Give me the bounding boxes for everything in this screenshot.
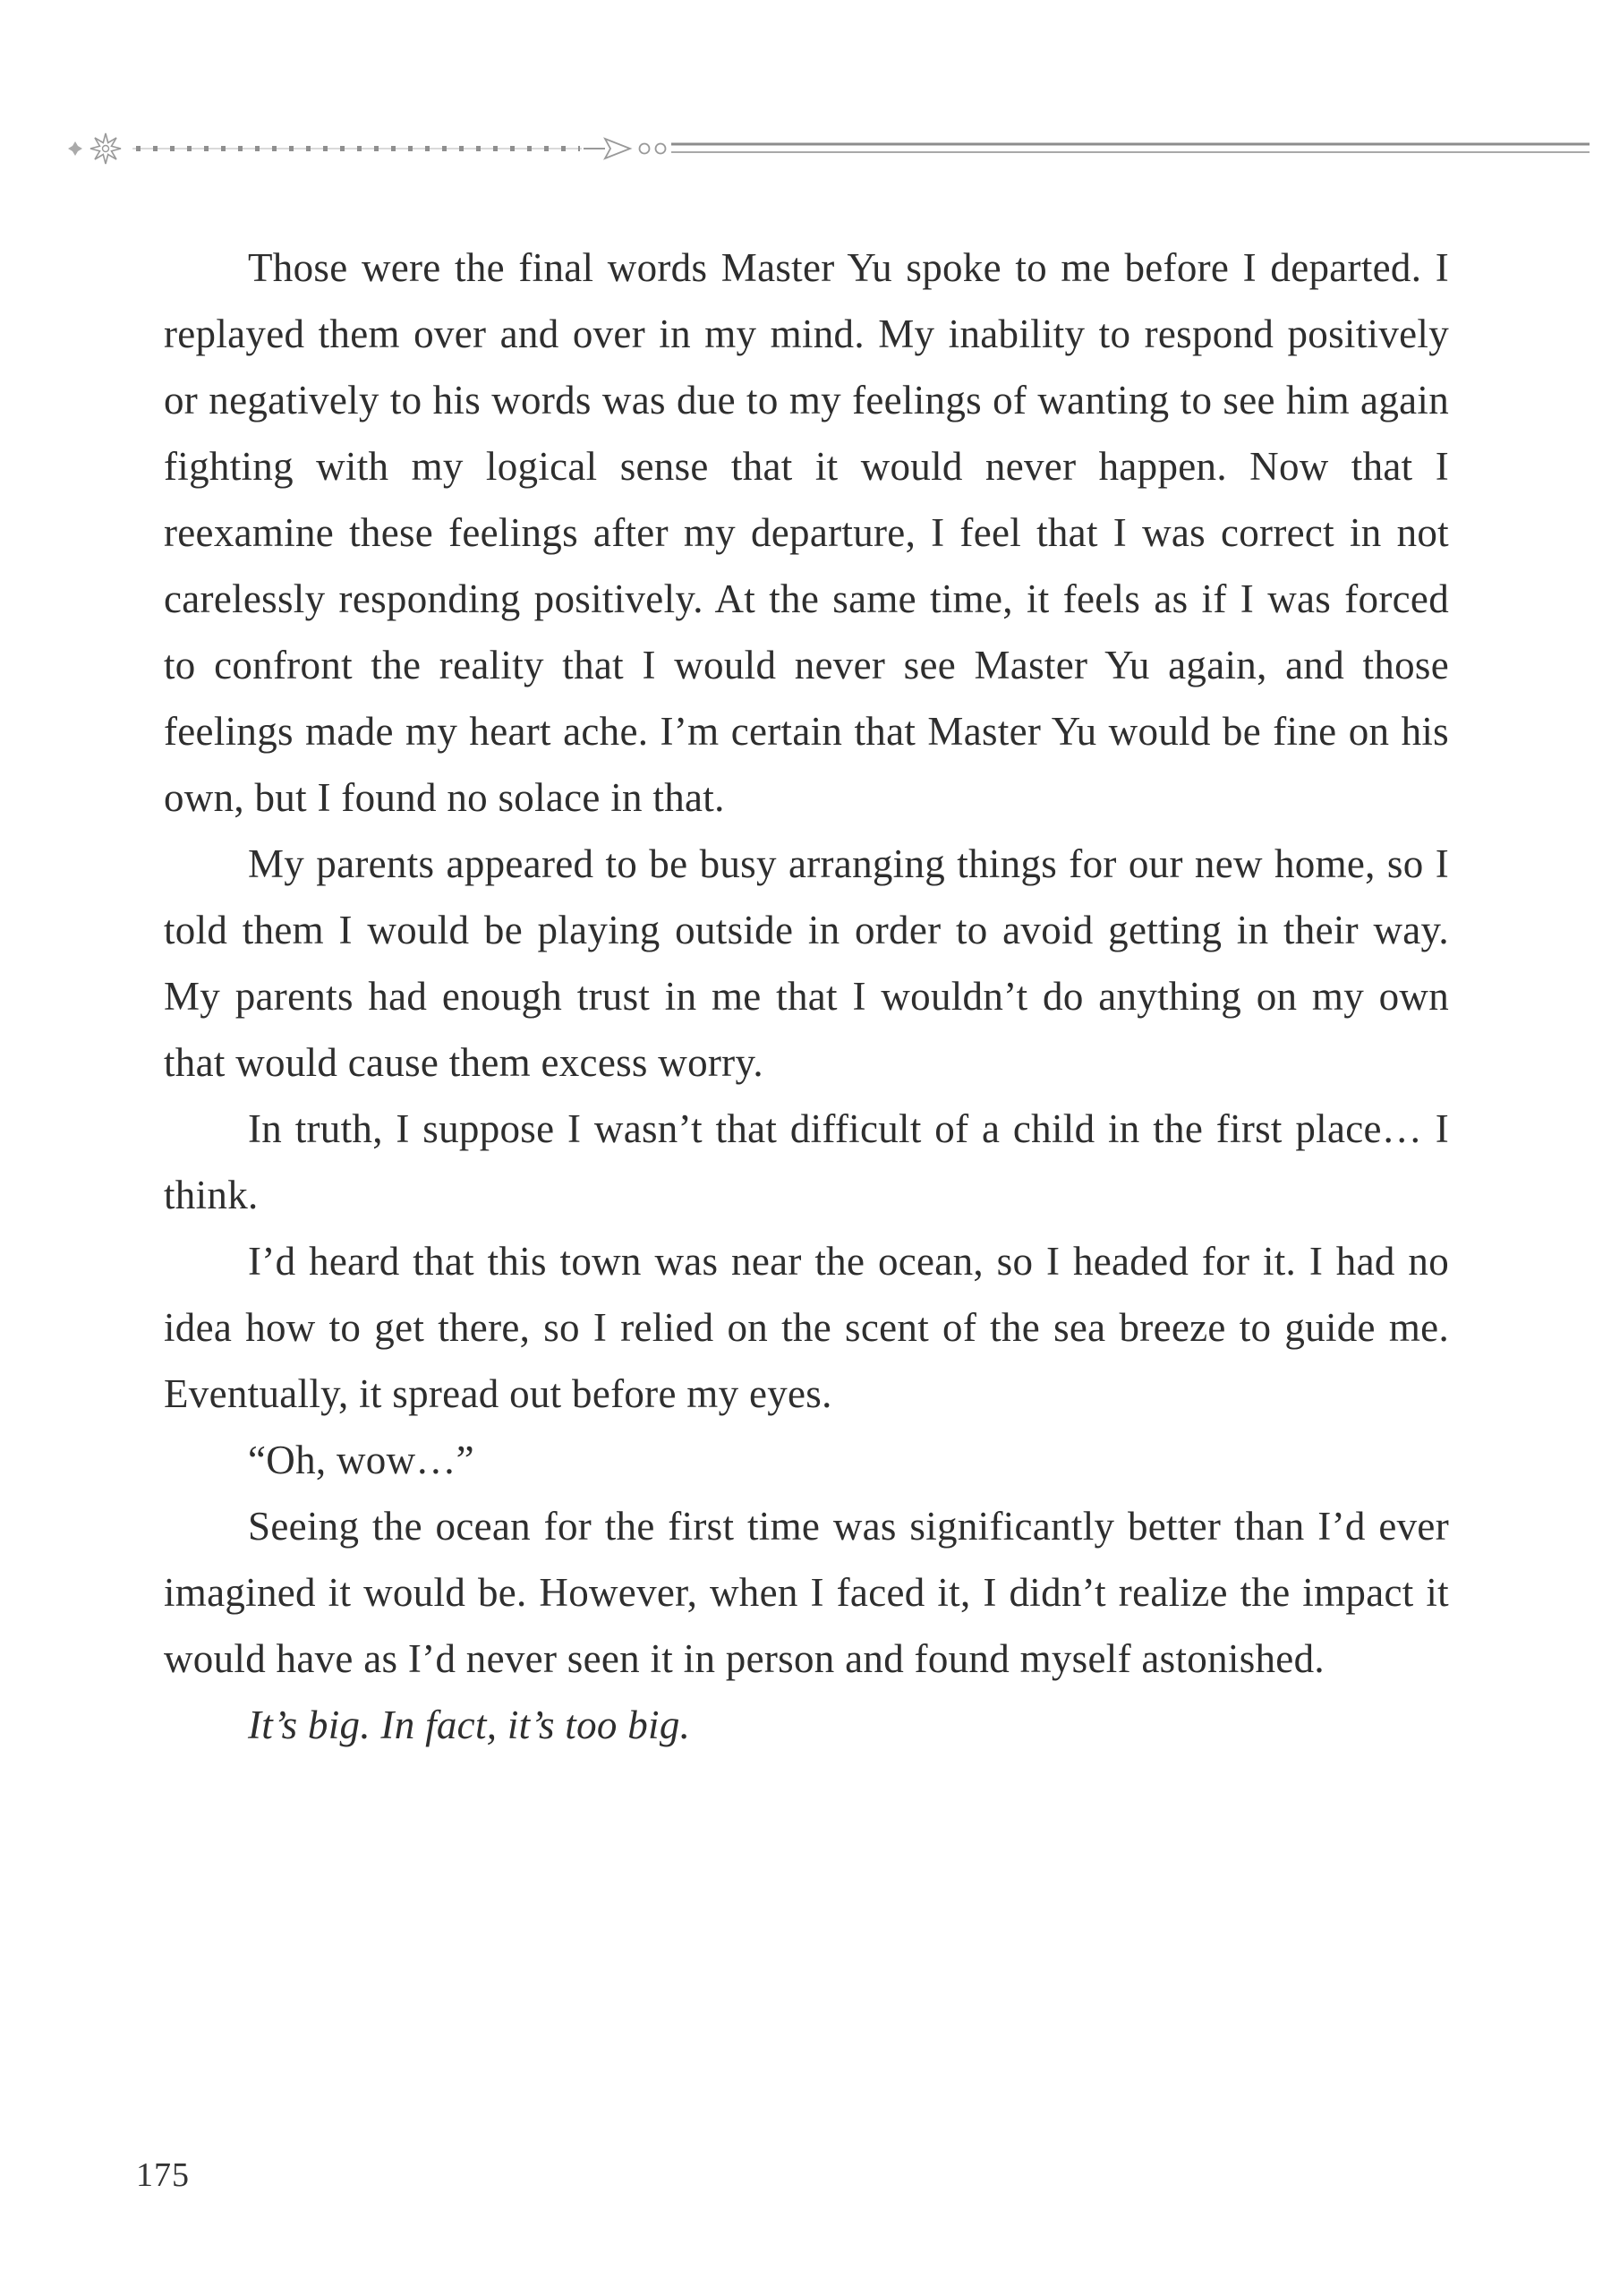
page-number: 175 bbox=[136, 2156, 190, 2194]
paragraph-5: “Oh, wow…” bbox=[248, 1438, 474, 1482]
paragraph-3: In truth, I suppose I wasn’t that difficult of a child in the first place… I think. bbox=[164, 1106, 1449, 1217]
paragraph-1: Those were the final words Master Yu spoke to me before I departed. I replayed them over and over in my mind. My inability to respond positively or negatively to his words was due to my feelings of wanting to see him again fighting with my logical sense that it would never happen. Now that I reexamine these feelings after my departure, I feel that I was correct in not carelessly responding positively. At the same time, it feels as if I was forced to confront the reality that I would never see Master Yu again, and those feelings made my heart ache. I’m certain that Master Yu would be fine on his own, but I found no solace in that. bbox=[164, 245, 1449, 820]
paragraph-2: My parents appeared to be busy arranging things for our new home, so I told them I would be playing outside in order to avoid getting in their way. My parents had enough trust in me that I wouldn’t do anything on my own that would cause them excess worry. bbox=[164, 841, 1449, 1085]
paragraph-4: I’d heard that this town was near the ocean, so I headed for it. I had no idea how to get there, so I relied on the scent of the sea breeze to guide me. Eventually, it spread out before my eyes. bbox=[164, 1239, 1449, 1416]
body-text bbox=[164, 235, 1449, 1758]
paragraph-6: Seeing the ocean for the first time was significantly better than I’d ever imagined it would be. However, when I faced it, I didn’t realize the impact it would have as I’d never seen it in person and found myself astonished. bbox=[164, 1504, 1449, 1681]
paragraph-7-inner-monologue: It’s big. In fact, it’s too big. bbox=[248, 1703, 691, 1747]
chapter-divider-ornament bbox=[63, 125, 1590, 172]
star-and-double-rule-icon bbox=[63, 125, 1590, 172]
